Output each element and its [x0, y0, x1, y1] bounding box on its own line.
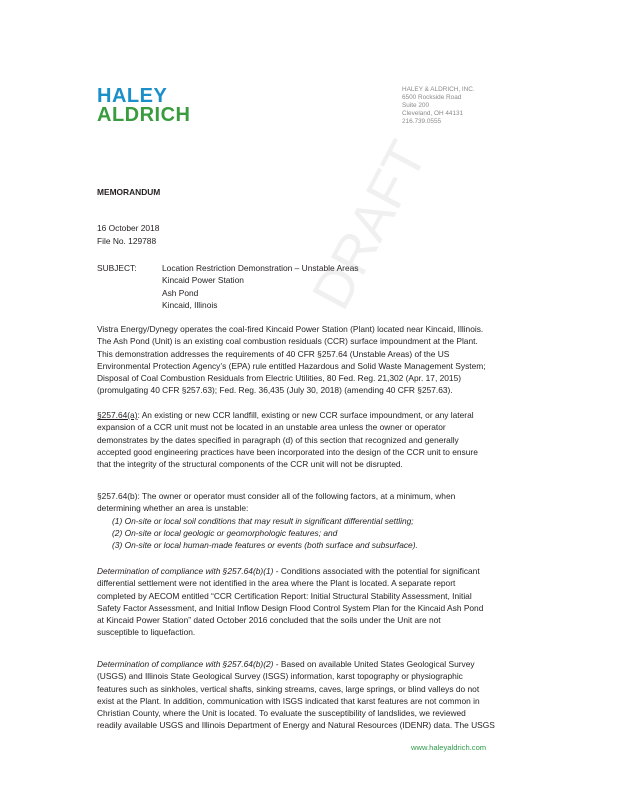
subject-label: SUBJECT:: [97, 263, 137, 273]
compliance-b1-ref: Determination of compliance with §257.64(b)(1): [97, 566, 274, 576]
paragraph-line: accepted good engineering practices have been incorporated into the design of the CCR unit to ensure: [97, 446, 478, 457]
compliance-b2-ref: Determination of compliance with §257.64(b)(2): [97, 659, 274, 669]
subject-line: Ash Pond: [162, 287, 199, 298]
haley-aldrich-logo: [97, 86, 191, 125]
factor-list: [97, 515, 529, 552]
regulation-a-paragraph: [97, 409, 529, 470]
paragraph-line: [97, 658, 529, 670]
list-item: (3) On-site or local human-made features or events (both surface and subsurface).: [112, 540, 418, 551]
paragraph-text: - Conditions associated with the potential for significant: [273, 566, 480, 576]
footer-website-link[interactable]: www.haleyaldrich.com: [411, 743, 487, 752]
list-item: (1) On-site or local soil conditions that may result in significant differential settling;: [112, 515, 414, 526]
paragraph-line: Environmental Protection Agency’s (EPA) rule entitled Hazardous and Solid Waste Management System;: [97, 360, 486, 371]
paragraph-line: determining whether an area is unstable:: [97, 503, 249, 514]
file-number: File No. 129788: [97, 235, 157, 246]
paragraph-line: §257.64(b): The owner or operator must consider all of the following factors, at a minimum, when: [97, 491, 456, 501]
subject-line: Kincaid Power Station: [162, 275, 244, 286]
paragraph-line: completed by AECOM entitled “CCR Certification Report: Initial Structural Stability Assessment, Initial: [97, 590, 472, 601]
paragraph-line: features such as sinkholes, vertical shafts, sinking streams, caves, large springs, or blind valleys do not: [97, 683, 480, 694]
paragraph-line: demonstrates by the dates specified in paragraph (d) of this section that recognized and generally: [97, 434, 459, 445]
paragraph-line: Safety Factor Assessment, and Initial Inflow Design Flood Control System Plan for the Kincaid Ash Pond: [97, 602, 484, 613]
address-line: Cleveland, OH 44131: [402, 110, 464, 118]
paragraph-line: Christian County, where the Unit is located. To evaluate the susceptibility of landslides, we reviewed: [97, 708, 466, 719]
logo-text-haley: HALEY: [97, 85, 168, 107]
address-line: 216.739.0555: [402, 118, 442, 126]
subject-line: Kincaid, Illinois: [162, 299, 218, 310]
memo-date: 16 October 2018: [97, 223, 160, 233]
address-line: 6500 Rockside Road: [402, 94, 462, 102]
paragraph-line: This demonstration addresses the requirements of 40 CFR §257.64 (Unstable Areas) of the US: [97, 348, 450, 359]
paragraph-line: (USGS) and Illinois State Geological Survey (ISGS) information, karst topography or physiographic: [97, 671, 463, 682]
logo-text-aldrich: ALDRICH: [97, 104, 191, 126]
memo-title: MEMORANDUM: [97, 187, 161, 197]
paragraph-line: differential settlement were not identified in the area where the Plant is located. A separate report: [97, 578, 456, 589]
subject-lines: [162, 262, 358, 311]
regulation-b-paragraph: [97, 490, 529, 551]
intro-paragraph: [97, 323, 529, 397]
list-item: (2) On-site or local geologic or geomorphologic features; and: [112, 527, 338, 538]
paragraph-line: at Kincaid Power Station” dated October 2016 concluded that the soils under the Unit are not: [97, 615, 441, 626]
address-line: Suite 200: [402, 102, 430, 110]
paragraph-line: expansion of a CCR unit must not be located in an unstable area unless the owner or operator: [97, 422, 446, 433]
address-line: HALEY & ALDRICH, INC.: [402, 86, 475, 93]
draft-watermark: DRAFT: [300, 131, 439, 319]
paragraph-line: readily available USGS and Illinois Department of Energy and Natural Resources (IDENR) data. The USGS: [97, 720, 495, 731]
paragraph-line: Vistra Energy/Dynegy operates the coal-fired Kincaid Power Station (Plant) located near Kincaid, Illinois.: [97, 324, 484, 334]
paragraph-line: exist at the Plant. In addition, communication with ISGS indicated that karst features are not common in: [97, 695, 480, 706]
paragraph-line: [97, 565, 529, 577]
memo-meta: [97, 222, 159, 247]
paragraph-text: - Based on available United States Geological Survey: [273, 659, 475, 669]
paragraph-line: [97, 409, 529, 421]
paragraph-line: Disposal of Coal Combustion Residuals from Electric Utilities, 80 Fed. Reg. 21,302 (Apr. 17, 2015): [97, 373, 462, 384]
paragraph-line: susceptible to liquefaction.: [97, 627, 196, 638]
letterhead-address: [402, 86, 475, 126]
paragraph-line: that the integrity of the structural components of the CCR unit will not be disrupted.: [97, 459, 403, 470]
compliance-b2-paragraph: [97, 658, 529, 732]
paragraph-line: (promulgating 40 CFR §257.63); Fed. Reg. 36,435 (July 30, 2018) (amending 40 CFR §257.63).: [97, 385, 453, 396]
paragraph-line: The Ash Pond (Unit) is an existing coal combustion residuals (CCR) surface impoundment at the Plant.: [97, 336, 478, 347]
paragraph-text: : An existing or new CCR landfill, existing or new CCR surface impoundment, or any lateral: [137, 410, 474, 420]
subject-line: Location Restriction Demonstration – Unstable Areas: [162, 263, 359, 273]
compliance-b1-paragraph: [97, 565, 529, 639]
regulation-a-ref: §257.64(a): [97, 410, 138, 420]
